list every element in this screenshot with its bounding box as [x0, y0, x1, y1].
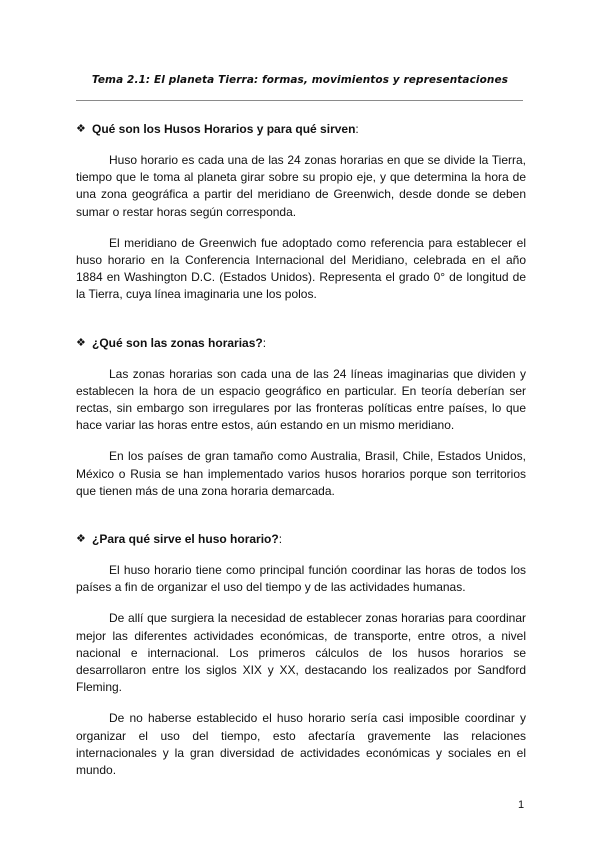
paragraph: El meridiano de Greenwich fue adoptado como referencia para establecer el huso horario en la Conferencia Internacional del Meridiano, celebrada en el año 1884 en Washington D.C. (Estados Unidos). Representa el grado 0° de longitud de la Tierra, cuya línea imaginaria une los polos.: [76, 235, 526, 302]
diamond-bullet-icon: ❖: [76, 533, 86, 546]
section-heading-husos-horarios: [76, 121, 526, 138]
document-body: [76, 112, 526, 779]
section-heading-colon: :: [278, 532, 283, 547]
paragraph: Huso horario es cada una de las 24 zonas horarias en que se divide la Tierra, tiempo que le toma al planeta girar sobre su propio eje, y que determina la hora de una zona geográfica a partir del meridiano de Greenwich, desde donde se deben sumar o restar horas según corresponda.: [76, 153, 526, 219]
section-heading-para-que-sirve: [76, 531, 526, 548]
paragraph: De no haberse establecido el huso horario sería casi imposible coordinar y organizar el uso del tiempo, esto afectaría gravemente las relaciones internacionales y la gran diversidad de actividades económicas y sociales en el mundo.: [76, 711, 526, 778]
page-number: 1: [518, 799, 525, 811]
section-heading-text: Qué son los Husos Horarios y para qué sirven: [92, 122, 356, 136]
paragraph: Las zonas horarias son cada una de las 24 líneas imaginarias que dividen y establecen la hora de un espacio geográfico en particular. En teoría deberían ser rectas, sin embargo son irregulares por las fronteras políticas entre países, lo que hace variar las horas entre estos, aún estando en un mismo meridiano.: [76, 366, 526, 433]
section-heading-colon: :: [355, 122, 359, 136]
section-heading-colon: :: [262, 335, 267, 350]
paragraph: De allí que surgiera la necesidad de establecer zonas horarias para coordinar mejor las diferentes actividades económicas, de transporte, entre otros, a nivel nacional e internacional. Los primeros cálculos de los husos horarios se desarrollaron entre los siglos XIX y XX, destacando los realizados por Sandford Fleming.: [76, 611, 526, 695]
paragraph: El huso horario tiene como principal función coordinar las horas de todos los países a fin de organizar el uso del tiempo y de las actividades humanas.: [76, 563, 526, 595]
section-heading-zonas-horarias: [76, 335, 526, 352]
diamond-bullet-icon: ❖: [76, 123, 86, 135]
header-divider: [76, 100, 523, 101]
section-heading-text: ¿Qué son las zonas horarias?: [92, 335, 263, 350]
section-heading-text: ¿Para qué sirve el huso horario?: [92, 532, 279, 547]
diamond-bullet-icon: ❖: [76, 336, 86, 349]
paragraph: En los países de gran tamaño como Australia, Brasil, Chile, Estados Unidos, México o Rusia se han implementado varios husos horarios porque son territorios que tienen más de una zona horaria demarcada.: [76, 449, 526, 498]
document-title: Tema 2.1: El planeta Tierra: formas, movimientos y representaciones: [91, 74, 509, 86]
